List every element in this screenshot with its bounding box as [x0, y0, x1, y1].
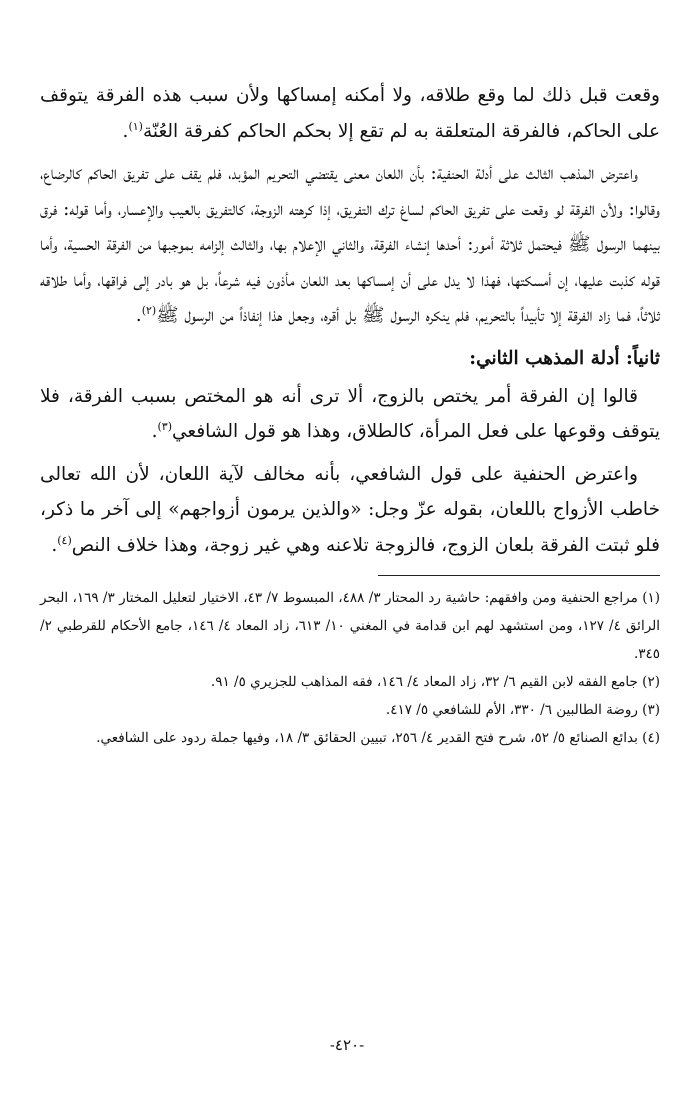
footnote-ref-1: (١): [128, 119, 143, 133]
footnote-ref-3: (٣): [157, 419, 172, 433]
footnote-2: (٢) جامع الفقه لابن القيم ٦/ ٣٢، زاد المعاد ٤/ ١٤٦، فقه المذاهب للجزيري ٥/ ٩١.: [210, 674, 660, 690]
footnote-ref-2: (٢): [141, 303, 157, 317]
footnote-divider: [378, 575, 660, 576]
footnote-ref-4: (٤): [57, 533, 72, 547]
page-body: [40, 78, 660, 752]
paragraph-4: واعترض الحنفية على قول الشافعي، بأنه مخالف لآية اللعان، لأن الله تعالى خاطب الأزواج باللعان، بقوله عزّ وجل: «والذين يرمون أزواجهم» إلى آخر ما ذكر، فلو ثبتت الفرقة بلعان الزوج، فالزوجة تلاعنه وهي غير زوجة، وهذا خلاف النص$^{(٤)}$.: [40, 463, 660, 556]
footnote-3: (٣) روضة الطالبين ٦/ ٣٣٠، الأم للشافعي ٥/ ٤١٧.: [385, 702, 660, 718]
paragraph-1: وقعت قبل ذلك لما وقع طلاقه، ولا أمكنه إمساكها ولأن سبب هذه الفرقة يتوقف على الحاكم، فالفرقة المتعلقة به لم تقع إلا بحكم الحاكم كفرقة العُنّة$^{(١)}$.: [40, 85, 660, 142]
footnote-1: (١) مراجع الحنفية ومن وافقهم: حاشية رد المحتار ٣/ ٤٨٨، المبسوط ٧/ ٤٣، الاختيار لتعليل المختار ٣/ ١٦٩، البحر الرائق ٤/ ١٢٧، ومن استشهد لهم ابن قدامة في المغني ١٠/ ٦١٣، زاد المعاد ٤/ ١٤٦، جامع الأحكام للقرطبي ٢/ ٣٤٥.: [40, 590, 661, 662]
footnote-4: (٤) بدائع الصنائع ٥/ ٥٢، شرح فتح القدير ٤/ ٢٥٦، تبيين الحقائق ٣/ ١٨، وفيها جملة ردود على الشافعي.: [96, 730, 660, 746]
paragraph-3: قالوا إن الفرقة أمر يختص بالزوج، ألا ترى أنه هو المختص بسبب الفرقة، فلا يتوقف وقوعها على فعل المرأة، كالطلاق، وهذا هو قول الشافعي$^{(٣)}$.: [40, 385, 660, 442]
section-heading: ثانياً: أدلة المذهب الثاني:: [469, 347, 660, 369]
paragraph-2: واعترض المذهب الثالث على أدلة الحنفية: بأن اللعان معنى يقتضي التحريم المؤبد، فلم يقف على تفريق الحاكم كالرضاع، وقالوا: ولأن الفرقة لو وقعت على تفريق الحاكم لساغ ترك التفريق، إذا كرهته الزوجة، كالتفريق بالعيب والإعسار، وأما قوله: فرق بينهما الرسول ﷺ فيحتمل ثلاثة أمور: أحدها إنشاء الفرقة، والثاني الإعلام بها، والثالث إلزامه بموجبها من الفرقة الحسية، وأما قوله كذبت عليها، إن أمسكتها، فهذا لا يدل على أن إمساكها بعد اللعان مأذون فيه شرعاً، بل هو بادر إلى فراقها، وأما طلاقه ثلاثاً، فما زاد الفرقة إلا تأبيداً بالتحريم، فلم ينكره الرسول ﷺ بل أقره، وجعل هذا إنفاذاً من الرسول ﷺ$^{(٢)}$.: [40, 163, 660, 326]
page-number: -٤٢٠-: [329, 1036, 365, 1054]
